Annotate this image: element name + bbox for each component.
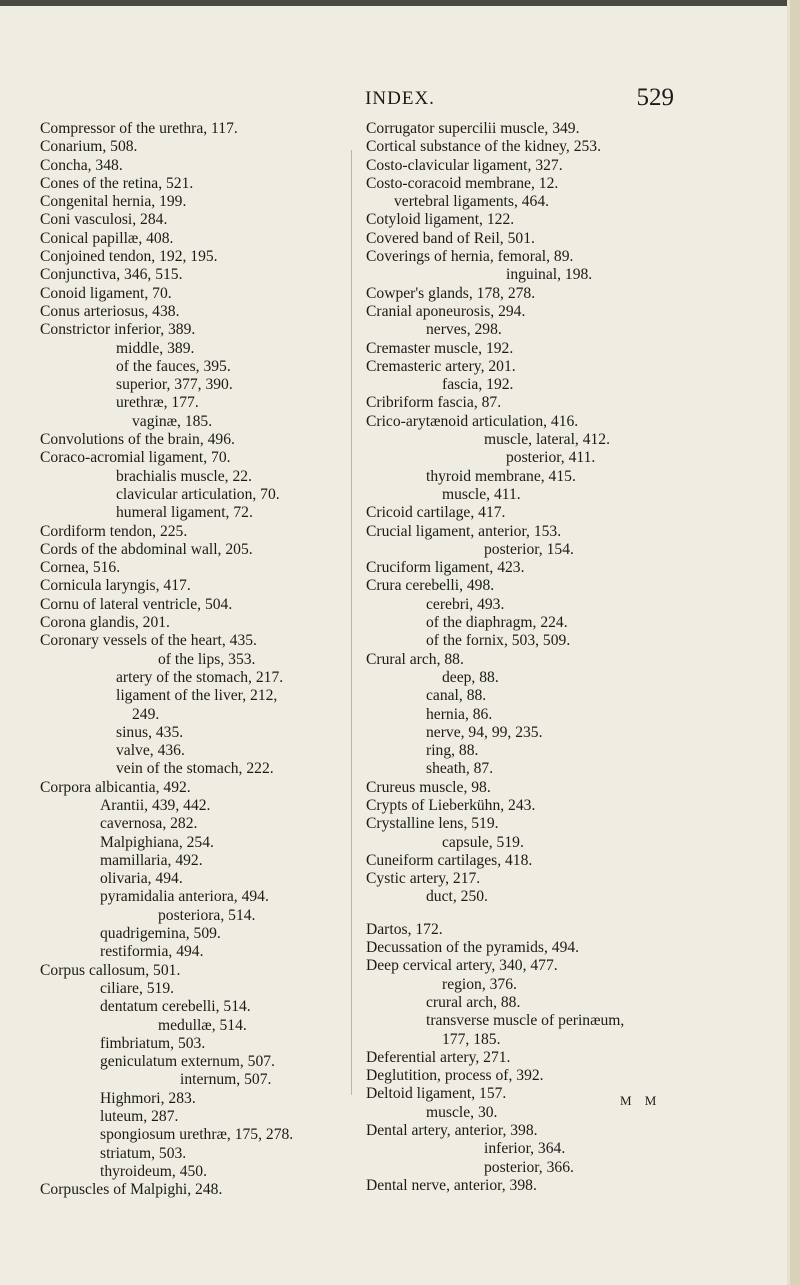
index-entry: Deferential artery, 271. bbox=[366, 1048, 511, 1066]
page-edge bbox=[790, 0, 800, 1285]
index-entry: fimbriatum, 503. bbox=[100, 1034, 206, 1052]
index-entry: hernia, 86. bbox=[426, 705, 493, 723]
index-entry: Crucial ligament, anterior, 153. bbox=[366, 522, 562, 540]
index-entry: Cornea, 516. bbox=[40, 559, 121, 577]
index-entry: vertebral ligaments, 464. bbox=[394, 193, 550, 211]
index-entry: Corona glandis, 201. bbox=[40, 614, 170, 632]
index-entry: canal, 88. bbox=[426, 687, 487, 705]
index-entry: Concha, 348. bbox=[40, 156, 123, 174]
top-border bbox=[0, 0, 800, 6]
index-entry: Convolutions of the brain, 496. bbox=[40, 431, 235, 449]
running-header-title: INDEX. bbox=[365, 88, 435, 109]
index-entry: Corrugator supercilii muscle, 349. bbox=[366, 120, 580, 137]
index-entry: Crura cerebelli, 498. bbox=[366, 577, 495, 595]
index-entry: Cruciform ligament, 423. bbox=[366, 559, 525, 577]
column-divider bbox=[351, 150, 352, 1095]
index-entry: Crico-arytænoid articulation, 416. bbox=[366, 412, 579, 430]
index-entry: Crural arch, 88. bbox=[366, 650, 464, 668]
index-entry: Crypts of Lieberkühn, 243. bbox=[366, 796, 536, 814]
index-entry: thyroid membrane, 415. bbox=[426, 467, 576, 485]
index-entry: Dental artery, anterior, 398. bbox=[366, 1122, 538, 1140]
index-entry: of the fauces, 395. bbox=[116, 357, 231, 375]
index-entry: Compressor of the urethra, 117. bbox=[40, 120, 238, 137]
index-entry: Conoid ligament, 70. bbox=[40, 284, 172, 302]
index-entry: posterior, 154. bbox=[484, 540, 574, 558]
index-entry: inguinal, 198. bbox=[506, 266, 593, 284]
index-entry: posterior, 411. bbox=[506, 449, 596, 467]
index-entry: restiformia, 494. bbox=[100, 943, 204, 961]
index-entry: region, 376. bbox=[442, 975, 517, 993]
index-entry: Cranial aponeurosis, 294. bbox=[366, 302, 526, 320]
index-entry: posteriora, 514. bbox=[158, 906, 256, 924]
index-entry: Coronary vessels of the heart, 435. bbox=[40, 632, 257, 650]
index-entry: striatum, 503. bbox=[100, 1144, 187, 1162]
index-entry: ligament of the liver, 212, bbox=[116, 687, 278, 705]
index-entry: cavernosa, 282. bbox=[100, 815, 198, 833]
index-entry: Conjunctiva, 346, 515. bbox=[40, 266, 183, 284]
index-entry: duct, 250. bbox=[426, 888, 488, 906]
index-entry: Highmori, 283. bbox=[100, 1089, 196, 1107]
index-entry: capsule, 519. bbox=[442, 833, 524, 851]
index-entry: Conjoined tendon, 192, 195. bbox=[40, 248, 218, 266]
index-entry: Corpus callosum, 501. bbox=[40, 961, 181, 979]
index-entry: brachialis muscle, 22. bbox=[116, 467, 252, 485]
index-entry: Cordiform tendon, 225. bbox=[40, 522, 188, 540]
index-entry: fascia, 192. bbox=[442, 376, 514, 394]
index-entry: middle, 389. bbox=[116, 339, 195, 357]
index-entry: inferior, 364. bbox=[484, 1140, 566, 1158]
index-entry: Deep cervical artery, 340, 477. bbox=[366, 957, 558, 975]
index-entry: Cystic artery, 217. bbox=[366, 870, 481, 888]
index-entry: Cornu of lateral ventricle, 504. bbox=[40, 595, 233, 613]
index-entry: olivaria, 494. bbox=[100, 870, 183, 888]
index-entry: valve, 436. bbox=[116, 742, 185, 760]
index-entry: ciliare, 519. bbox=[100, 979, 175, 997]
index-entry: Coverings of hernia, femoral, 89. bbox=[366, 248, 574, 266]
index-entry: spongiosum urethræ, 175, 278. bbox=[100, 1126, 294, 1144]
index-entry: Cricoid cartilage, 417. bbox=[366, 504, 506, 522]
index-entry: Cowper's glands, 178, 278. bbox=[366, 284, 536, 302]
index-entry: Cords of the abdominal wall, 205. bbox=[40, 540, 253, 558]
index-entry: vein of the stomach, 222. bbox=[116, 760, 274, 778]
index-entry: transverse muscle of perinæum, bbox=[426, 1012, 625, 1030]
index-entry: Conarium, 508. bbox=[40, 138, 138, 156]
index-entry: Corpuscles of Malpighi, 248. bbox=[40, 1181, 223, 1199]
index-entry: nerve, 94, 99, 235. bbox=[426, 723, 543, 741]
index-entry: artery of the stomach, 217. bbox=[116, 668, 284, 686]
index-entry: muscle, 30. bbox=[426, 1103, 498, 1121]
index-column-left bbox=[40, 120, 350, 1200]
index-entry: Coraco-acromial ligament, 70. bbox=[40, 449, 231, 467]
index-entry: Dental nerve, anterior, 398. bbox=[366, 1176, 537, 1194]
index-entry: Coni vasculosi, 284. bbox=[40, 211, 168, 229]
index-entry: thyroideum, 450. bbox=[100, 1162, 207, 1180]
index-entry: Deglutition, process of, 392. bbox=[366, 1067, 544, 1085]
index-entry: Cotyloid ligament, 122. bbox=[366, 211, 515, 229]
index-entry: deep, 88. bbox=[442, 668, 499, 686]
index-entry: Costo-clavicular ligament, 327. bbox=[366, 156, 563, 174]
index-entry: cerebri, 493. bbox=[426, 595, 505, 613]
index-entry: Cornicula laryngis, 417. bbox=[40, 577, 191, 595]
index-entry: Costo-coracoid membrane, 12. bbox=[366, 174, 559, 192]
index-entry: Cones of the retina, 521. bbox=[40, 174, 194, 192]
index-entry: Arantii, 439, 442. bbox=[100, 796, 211, 814]
index-entry: of the diaphragm, 224. bbox=[426, 614, 568, 632]
index-entry: Crureus muscle, 98. bbox=[366, 778, 491, 796]
index-entry: Conical papillæ, 408. bbox=[40, 229, 174, 247]
index-entry: Congenital hernia, 199. bbox=[40, 193, 187, 211]
index-entry: crural arch, 88. bbox=[426, 993, 521, 1011]
index-entry: pyramidalia anteriora, 494. bbox=[100, 888, 269, 906]
index-entry: of the fornix, 503, 509. bbox=[426, 632, 571, 650]
index-entry: Cortical substance of the kidney, 253. bbox=[366, 138, 602, 156]
index-entry: medullæ, 514. bbox=[158, 1016, 247, 1034]
index-entry: dentatum cerebelli, 514. bbox=[100, 998, 251, 1016]
index-entry: 249. bbox=[132, 705, 160, 723]
index-entry: Cuneiform cartilages, 418. bbox=[366, 851, 533, 869]
signature-mark: M M bbox=[620, 1093, 662, 1108]
index-entry: urethræ, 177. bbox=[116, 394, 199, 412]
index-entry: mamillaria, 492. bbox=[100, 851, 203, 869]
index-entry: clavicular articulation, 70. bbox=[116, 485, 280, 503]
index-entry: Corpora albicantia, 492. bbox=[40, 778, 191, 796]
index-entry: Crystalline lens, 519. bbox=[366, 815, 499, 833]
index-entry: muscle, lateral, 412. bbox=[484, 431, 611, 449]
index-entry: internum, 507. bbox=[180, 1071, 272, 1089]
index-entry: humeral ligament, 72. bbox=[116, 504, 253, 522]
index-entry: Deltoid ligament, 157. bbox=[366, 1085, 507, 1103]
index-entry: superior, 377, 390. bbox=[116, 376, 233, 394]
index-entry: geniculatum externum, 507. bbox=[100, 1053, 275, 1071]
index-entry: sinus, 435. bbox=[116, 723, 184, 741]
index-entry: nerves, 298. bbox=[426, 321, 502, 339]
index-entry: Conus arteriosus, 438. bbox=[40, 302, 180, 320]
index-entry: 177, 185. bbox=[442, 1030, 501, 1048]
index-column-right bbox=[366, 120, 706, 1195]
index-entry: Decussation of the pyramids, 494. bbox=[366, 939, 580, 957]
index-entry: sheath, 87. bbox=[426, 760, 494, 778]
index-entry: ring, 88. bbox=[426, 742, 479, 760]
index-entry: quadrigemina, 509. bbox=[100, 925, 221, 943]
index-entry: muscle, 411. bbox=[442, 485, 521, 503]
index-entry: Dartos, 172. bbox=[366, 920, 443, 938]
index-entry: of the lips, 353. bbox=[158, 650, 256, 668]
index-entry: posterior, 366. bbox=[484, 1158, 574, 1176]
index-entry: Covered band of Reil, 501. bbox=[366, 229, 535, 247]
index-entry: Cremasteric artery, 201. bbox=[366, 357, 516, 375]
index-entry: luteum, 287. bbox=[100, 1108, 179, 1126]
page-number: 529 bbox=[636, 84, 674, 111]
index-entry bbox=[366, 907, 706, 921]
index-entry: Malpighiana, 254. bbox=[100, 833, 214, 851]
index-entry: Cribriform fascia, 87. bbox=[366, 394, 502, 412]
index-entry: Constrictor inferior, 389. bbox=[40, 321, 196, 339]
index-entry: Cremaster muscle, 192. bbox=[366, 339, 514, 357]
index-entry: vaginæ, 185. bbox=[132, 412, 213, 430]
